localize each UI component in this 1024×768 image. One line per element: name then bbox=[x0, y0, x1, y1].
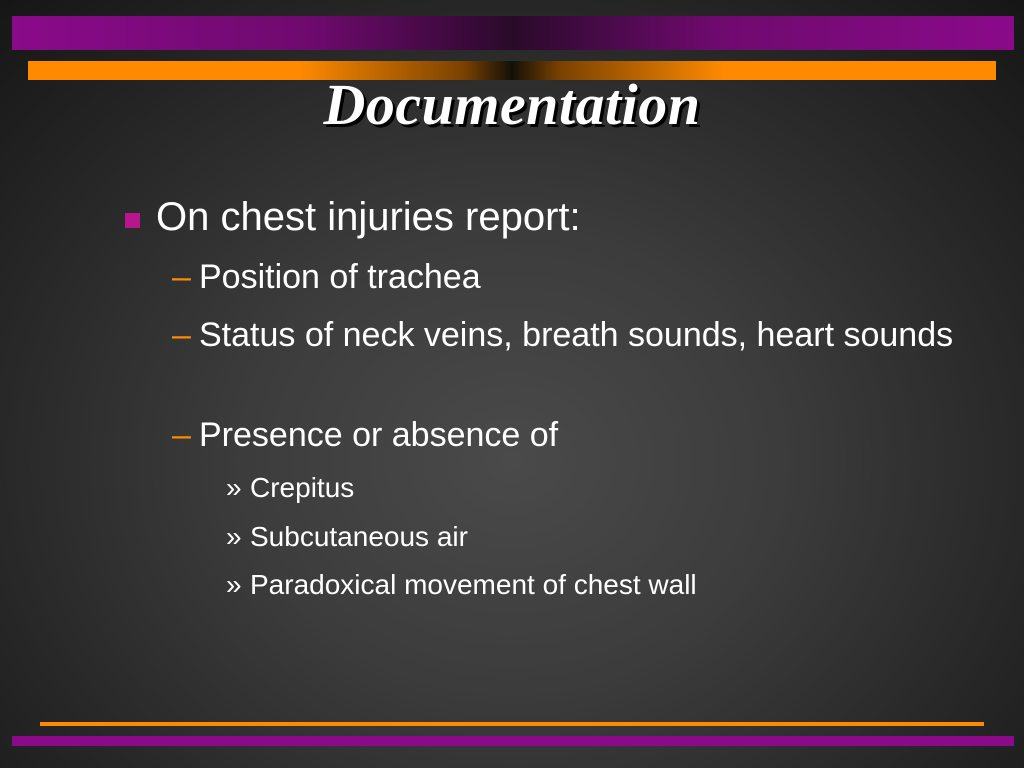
sub-item-presence: Presence or absence of bbox=[199, 416, 559, 454]
dash-marker: – bbox=[172, 416, 191, 454]
slide-title: Documentation bbox=[323, 72, 701, 137]
chevron-marker: » bbox=[226, 521, 242, 552]
bullet-text: On chest injuries report: bbox=[156, 195, 581, 239]
sub-sub-item-subcutaneous-air: Subcutaneous air bbox=[250, 521, 468, 552]
bottom-purple-bar bbox=[12, 736, 1014, 746]
sub-item-trachea: Position of trachea bbox=[199, 258, 481, 296]
square-bullet-icon bbox=[125, 213, 140, 228]
sub-sub-item-crepitus: Crepitus bbox=[250, 472, 355, 503]
sub-item-neck-veins: Status of neck veins, breath sounds, heart sounds bbox=[199, 316, 954, 354]
chevron-marker: » bbox=[226, 472, 242, 503]
dash-marker: – bbox=[172, 258, 191, 296]
sub-sub-item-paradoxical-movement: Paradoxical movement of chest wall bbox=[250, 569, 697, 600]
bottom-orange-line bbox=[40, 722, 984, 726]
chevron-marker: » bbox=[226, 569, 242, 600]
dash-marker: – bbox=[172, 316, 191, 354]
